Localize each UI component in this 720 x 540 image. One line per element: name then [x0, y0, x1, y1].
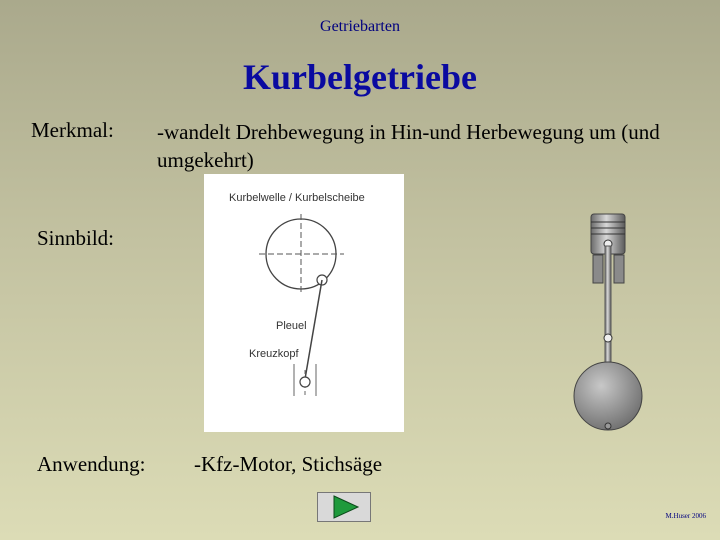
diagram-caption-crankshaft: Kurbelwelle / Kurbelscheibe — [229, 192, 365, 204]
next-slide-button[interactable] — [317, 492, 371, 522]
page-subtitle: Getriebarten — [320, 18, 400, 35]
piston-svg — [567, 210, 649, 442]
crank-mechanism-diagram — [204, 174, 404, 432]
anwendung-text: -Kfz-Motor, Stichsäge — [194, 452, 383, 476]
diagram-label-crosshead: Kreuzkopf — [249, 348, 299, 360]
cylinder-guide-left — [593, 255, 603, 283]
connecting-rod-3d — [605, 246, 611, 376]
connecting-rod — [305, 280, 322, 379]
rod-bearing — [604, 334, 612, 342]
anwendung-label: Anwendung: — [37, 452, 146, 476]
play-triangle-icon — [318, 493, 370, 521]
crank-diagram-svg — [204, 174, 404, 432]
footer-credit: M.Huser 2006 — [665, 512, 706, 520]
crank-hub — [605, 423, 611, 429]
crosshead-pin — [300, 377, 310, 387]
piston-illustration — [567, 210, 649, 442]
sinnbild-label: Sinnbild: — [37, 226, 115, 250]
merkmal-description: -wandelt Drehbewegung in Hin-und Herbewegung um (und umgekehrt) — [157, 120, 660, 172]
crank-flywheel — [574, 362, 642, 430]
page-title: Kurbelgetriebe — [243, 57, 477, 97]
diagram-label-rod: Pleuel — [276, 320, 307, 332]
merkmal-label: Merkmal: — [31, 118, 114, 142]
cylinder-guide-right — [614, 255, 624, 283]
